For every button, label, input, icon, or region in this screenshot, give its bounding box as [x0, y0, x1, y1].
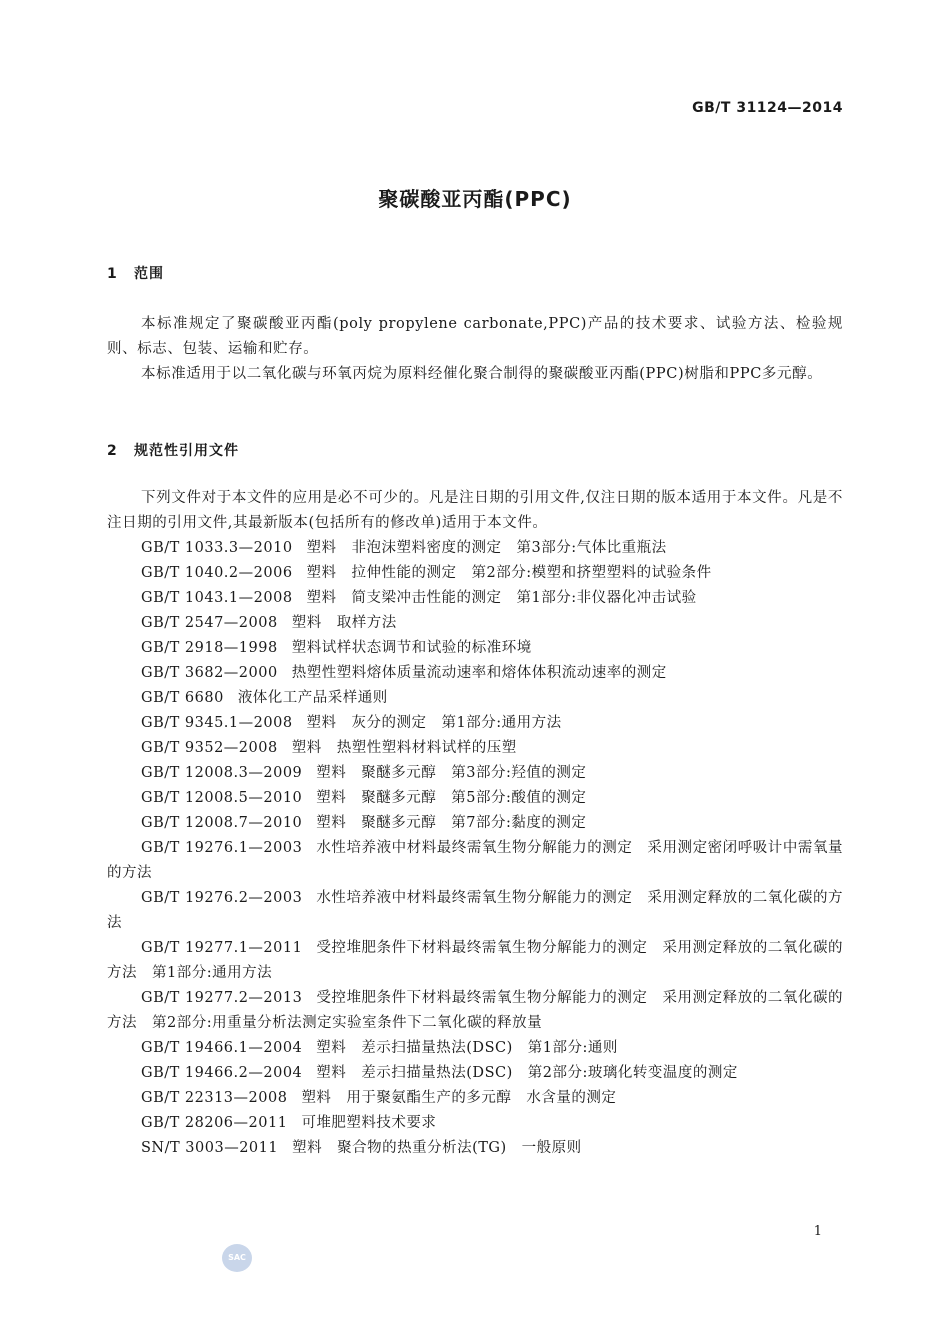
- reference-item: [107, 886, 843, 936]
- reference-code: GB/T 9352—2008: [141, 740, 278, 756]
- reference-title: 塑料 用于聚氨酯生产的多元醇 水含量的测定: [301, 1090, 617, 1106]
- reference-list: [107, 536, 843, 1161]
- reference-item: [107, 836, 843, 886]
- reference-code: GB/T 19466.1—2004: [141, 1040, 303, 1056]
- section-heading-normative-references: [107, 440, 239, 460]
- reference-item: [107, 811, 843, 836]
- reference-code: GB/T 28206—2011: [141, 1115, 288, 1131]
- references-intro-paragraph: 下列文件对于本文件的应用是必不可少的。凡是注日期的引用文件,仅注日期的版本适用于本文件。凡是不注日期的引用文件,其最新版本(包括所有的修改单)适用于本文件。: [107, 490, 843, 531]
- page-number: 1: [813, 1224, 822, 1239]
- reference-code: SN/T 3003—2011: [141, 1140, 279, 1156]
- reference-title: 塑料 非泡沫塑料密度的测定 第3部分:气体比重瓶法: [306, 540, 667, 556]
- reference-title: 塑料 差示扫描量热法(DSC) 第1部分:通则: [316, 1040, 618, 1056]
- reference-item: [107, 1111, 843, 1136]
- reference-item: [107, 711, 843, 736]
- reference-item: [107, 986, 843, 1036]
- reference-code: GB/T 3682—2000: [141, 665, 278, 681]
- reference-title: 受控堆肥条件下材料最终需氧生物分解能力的测定 采用测定释放的二氧化碳的方法 第1部分:通用方法: [107, 940, 843, 981]
- reference-item: [107, 761, 843, 786]
- reference-item: [107, 786, 843, 811]
- reference-title: 塑料 聚醚多元醇 第7部分:黏度的测定: [316, 815, 587, 831]
- reference-title: 塑料 取样方法: [291, 615, 397, 631]
- reference-title: 可堆肥塑料技术要求: [301, 1115, 437, 1131]
- reference-item: [107, 636, 843, 661]
- reference-code: GB/T 12008.7—2010: [141, 815, 303, 831]
- reference-code: GB/T 1040.2—2006: [141, 565, 293, 581]
- reference-title: 塑料试样状态调节和试验的标准环境: [291, 640, 532, 656]
- reference-item: [107, 1136, 843, 1161]
- reference-title: 受控堆肥条件下材料最终需氧生物分解能力的测定 采用测定释放的二氧化碳的方法 第2部分:用重量分析法测定实验室条件下二氧化碳的释放量: [107, 990, 843, 1031]
- reference-code: GB/T 12008.3—2009: [141, 765, 303, 781]
- reference-item: [107, 586, 843, 611]
- reference-item: [107, 536, 843, 561]
- reference-code: GB/T 19276.1—2003: [141, 840, 303, 856]
- reference-code: GB/T 1033.3—2010: [141, 540, 293, 556]
- standard-number: GB/T 31124—2014: [692, 100, 843, 116]
- reference-item: [107, 1061, 843, 1086]
- reference-title: 水性培养液中材料最终需氧生物分解能力的测定 采用测定释放的二氧化碳的方法: [107, 890, 843, 931]
- scope-paragraph-1: 本标准规定了聚碳酸亚丙酯(poly propylene carbonate,PPC)产品的技术要求、试验方法、检验规则、标志、包装、运输和贮存。: [107, 316, 843, 357]
- reference-code: GB/T 6680: [141, 690, 224, 706]
- reference-code: GB/T 2918—1998: [141, 640, 278, 656]
- reference-title: 水性培养液中材料最终需氧生物分解能力的测定 采用测定密闭呼吸计中需氧量的方法: [107, 840, 843, 881]
- reference-title: 塑料 聚醚多元醇 第3部分:羟值的测定: [316, 765, 587, 781]
- section-title: 规范性引用文件: [134, 443, 239, 459]
- reference-code: GB/T 19277.2—2013: [141, 990, 303, 1006]
- reference-title: 热塑性塑料熔体质量流动速率和熔体体积流动速率的测定: [291, 665, 667, 681]
- reference-code: GB/T 19276.2—2003: [141, 890, 303, 906]
- scope-paragraph-2: 本标准适用于以二氧化碳与环氧丙烷为原料经催化聚合制得的聚碳酸亚丙酯(PPC)树脂和PPC多元醇。: [141, 366, 823, 382]
- reference-title: 液体化工产品采样通则: [237, 690, 388, 706]
- section-title: 范围: [134, 266, 164, 282]
- reference-code: GB/T 19466.2—2004: [141, 1065, 303, 1081]
- reference-item: [107, 936, 843, 986]
- reference-title: 塑料 聚合物的热重分析法(TG) 一般原则: [292, 1140, 582, 1156]
- reference-code: GB/T 2547—2008: [141, 615, 278, 631]
- reference-item: [107, 1086, 843, 1111]
- reference-code: GB/T 22313—2008: [141, 1090, 288, 1106]
- section-number: 2: [107, 443, 118, 459]
- reference-title: 塑料 简支梁冲击性能的测定 第1部分:非仪器化冲击试验: [306, 590, 697, 606]
- reference-title: 塑料 聚醚多元醇 第5部分:酸值的测定: [316, 790, 587, 806]
- reference-item: [107, 736, 843, 761]
- reference-title: 塑料 差示扫描量热法(DSC) 第2部分:玻璃化转变温度的测定: [316, 1065, 738, 1081]
- reference-item: [107, 1036, 843, 1061]
- section-number: 1: [107, 266, 118, 282]
- reference-item: [107, 561, 843, 586]
- reference-title: 塑料 灰分的测定 第1部分:通用方法: [306, 715, 562, 731]
- reference-code: GB/T 19277.1—2011: [141, 940, 303, 956]
- reference-code: GB/T 9345.1—2008: [141, 715, 293, 731]
- reference-item: [107, 611, 843, 636]
- sac-watermark-logo: SAC: [222, 1244, 252, 1272]
- document-title: 聚碳酸亚丙酯(PPC): [378, 187, 572, 211]
- reference-title: 塑料 热塑性塑料材料试样的压塑: [291, 740, 517, 756]
- reference-code: GB/T 1043.1—2008: [141, 590, 293, 606]
- reference-item: [107, 686, 843, 711]
- reference-title: 塑料 拉伸性能的测定 第2部分:模塑和挤塑塑料的试验条件: [306, 565, 712, 581]
- reference-item: [107, 661, 843, 686]
- section-heading-scope: [107, 263, 164, 283]
- reference-code: GB/T 12008.5—2010: [141, 790, 303, 806]
